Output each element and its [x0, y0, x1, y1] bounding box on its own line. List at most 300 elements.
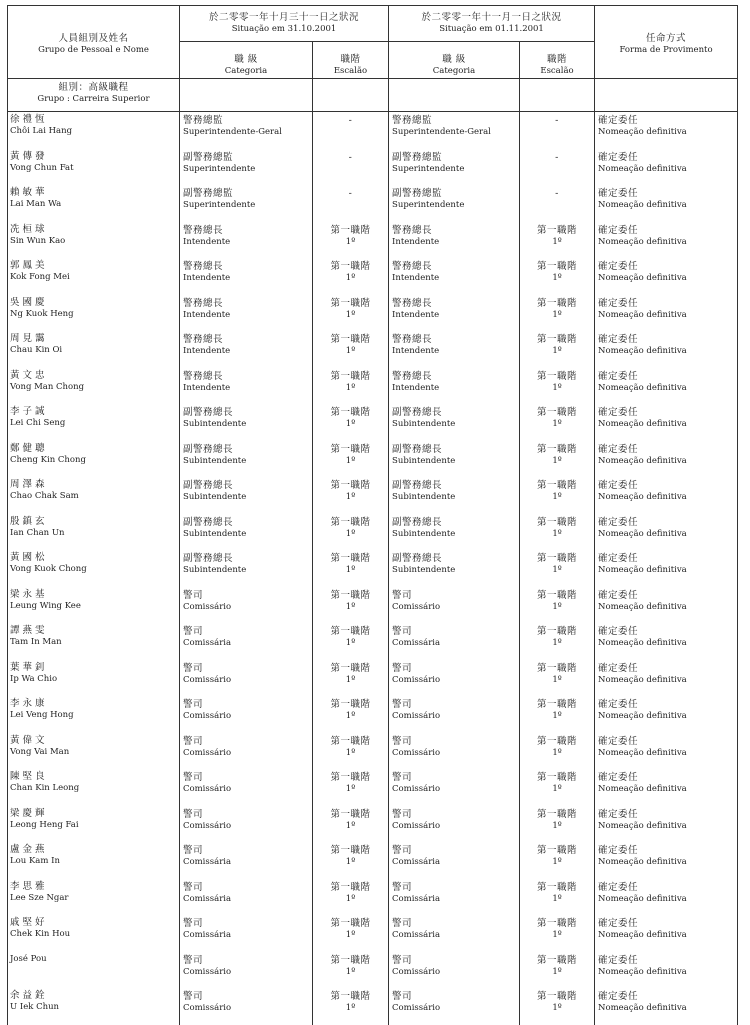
form-cell [595, 769, 738, 806]
escalao-new-cell [520, 660, 595, 697]
escalao-old-pt: 1º [345, 930, 356, 940]
escalao-new-cell [520, 696, 595, 733]
category-old-zh: 副警務總監 [183, 188, 234, 199]
form-pt: Nomeação definitiva [598, 455, 687, 466]
category-new-zh: 警司 [392, 626, 413, 637]
form-zh: 確定委任 [598, 516, 639, 528]
category-new-cell [389, 331, 520, 368]
escalao-old-cell [313, 441, 389, 478]
escalao-new-cell [520, 623, 595, 660]
escalao-new-pt: 1º [552, 273, 562, 283]
category-old-zh: 警務總監 [183, 115, 224, 126]
escalao-new-zh: 第一職階 [537, 334, 578, 345]
category-new-zh: 副警務總監 [392, 151, 443, 163]
table-row [8, 842, 738, 879]
name-zh: 冼桓球 [10, 223, 48, 235]
name-cell [8, 404, 180, 441]
category-new-cell [389, 915, 520, 952]
escalao-old-zh: 第一職階 [330, 808, 371, 820]
category-new-cell [389, 988, 520, 1025]
category-old-zh: 副警務總長 [183, 480, 234, 491]
table-row [8, 915, 738, 952]
category-new-zh: 警司 [392, 699, 413, 710]
name-zh: 梁永基 [10, 588, 48, 600]
name-pt: Vong Vai Man [10, 746, 70, 757]
escalao-new-cell [520, 295, 595, 332]
header-category-zh: 職 級 [442, 54, 466, 65]
category-new-zh: 副警務總長 [392, 516, 443, 528]
form-pt: Nomeação definitiva [598, 638, 687, 648]
table-row [8, 879, 738, 916]
category-old-pt: Subintendente [183, 419, 247, 429]
form-pt: Nomeação definitiva [598, 273, 687, 283]
escalao-old-cell [313, 258, 389, 295]
escalao-new-zh: 第一職階 [537, 699, 578, 710]
name-cell [8, 550, 180, 587]
category-new-pt: Superintendente-Geral [392, 127, 491, 137]
category-old-cell [180, 696, 313, 733]
name-zh: 戚堅好 [10, 917, 48, 928]
category-new-pt: Comissário [392, 747, 441, 758]
escalao-new-zh: 第一職階 [537, 991, 578, 1002]
escalao-new-cell [520, 185, 595, 222]
name-pt: Lei Veng Hong [10, 710, 74, 720]
form-zh: 確定委任 [598, 954, 639, 966]
category-old-cell [180, 879, 313, 916]
category-new-pt: Intendente [392, 382, 440, 393]
form-zh: 確定委任 [598, 662, 639, 674]
escalao-new-zh: 第一職階 [537, 735, 578, 747]
form-zh: 確定委任 [598, 735, 639, 747]
escalao-new-pt: 1º [552, 492, 562, 502]
form-pt: Nomeação definitiva [598, 930, 687, 940]
form-pt: Nomeação definitiva [598, 236, 687, 247]
header-escalao-pt: Escalão [540, 66, 574, 76]
escalao-old-zh: 第一職階 [330, 699, 371, 710]
category-old-pt: Comissário [183, 1003, 232, 1013]
escalao-old-cell [313, 879, 389, 916]
category-new-cell [389, 258, 520, 295]
escalao-old-zh: 第一職階 [330, 589, 371, 601]
escalao-new-zh: 第一職階 [537, 516, 578, 528]
category-old-cell [180, 842, 313, 879]
escalao-new-cell [520, 952, 595, 989]
category-old-pt: Comissário [183, 747, 232, 758]
category-old-cell [180, 258, 313, 295]
table-row [8, 295, 738, 332]
form-cell [595, 587, 738, 624]
name-pt: Lai Man Wa [10, 199, 62, 209]
escalao-old-zh: 第一職階 [330, 370, 371, 382]
category-new-cell [389, 842, 520, 879]
escalao-old-cell [313, 915, 389, 952]
group-label-zh: 組別：高級職程 [58, 82, 129, 93]
name-pt: Cheng Kin Chong [10, 454, 86, 465]
name-pt: Vong Man Chong [10, 381, 85, 392]
category-new-pt: Subintendente [392, 565, 456, 575]
table-row [8, 258, 738, 295]
name-zh: 李思雅 [10, 880, 48, 892]
escalao-new-pt: 1º [552, 930, 562, 940]
header-category-new [389, 42, 520, 79]
escalao-old-zh: 第一職階 [330, 224, 371, 236]
category-new-cell [389, 112, 520, 149]
escalao-old-zh: - [348, 115, 353, 126]
name-cell [8, 441, 180, 478]
escalao-old-zh: - [348, 151, 353, 163]
category-old-cell [180, 806, 313, 843]
escalao-old-zh: 第一職階 [330, 918, 371, 929]
name-zh: 譚燕雯 [10, 625, 48, 636]
category-new-pt: Subintendente [392, 492, 456, 502]
category-old-pt: Comissário [183, 674, 232, 685]
category-old-zh: 副警務總長 [183, 407, 234, 418]
category-new-cell [389, 550, 520, 587]
form-cell [595, 879, 738, 916]
form-pt: Nomeação definitiva [598, 1003, 687, 1013]
category-old-zh: 警司 [183, 589, 204, 601]
name-cell [8, 368, 180, 405]
escalao-old-pt: 1º [345, 784, 356, 794]
category-old-cell [180, 769, 313, 806]
escalao-old-cell [313, 477, 389, 514]
escalao-new-cell [520, 258, 595, 295]
escalao-old-cell [313, 149, 389, 186]
category-new-pt: Subintendente [392, 455, 456, 466]
name-cell [8, 915, 180, 952]
form-cell [595, 477, 738, 514]
escalao-new-cell [520, 368, 595, 405]
escalao-old-cell [313, 769, 389, 806]
category-new-zh: 副警務總長 [392, 553, 443, 564]
table-row [8, 660, 738, 697]
escalao-new-zh: 第一職階 [537, 261, 578, 272]
category-old-zh: 警司 [183, 881, 204, 893]
category-new-zh: 警司 [392, 991, 413, 1002]
personnel-table [7, 5, 738, 1025]
name-cell [8, 514, 180, 551]
category-old-zh: 副警務總長 [183, 553, 234, 564]
name-cell [8, 842, 180, 879]
category-new-cell [389, 295, 520, 332]
category-new-cell [389, 733, 520, 770]
name-zh: 梁慶輝 [10, 807, 48, 819]
category-old-zh: 警司 [183, 699, 204, 710]
name-cell [8, 696, 180, 733]
category-old-zh: 警務總長 [183, 297, 224, 309]
escalao-old-pt: 1º [345, 346, 356, 356]
header-category-zh: 職 級 [234, 54, 258, 65]
category-new-pt: Intendente [392, 236, 440, 247]
form-zh: 確定委任 [598, 370, 639, 382]
table-row [8, 769, 738, 806]
name-zh: 殷鎮玄 [10, 515, 48, 527]
name-zh: 徐禮恆 [10, 114, 48, 125]
category-new-zh: 警司 [392, 662, 413, 674]
header-situation-old-pt: Situação em 31.10.2001 [231, 24, 337, 34]
category-old-cell [180, 915, 313, 952]
header-form-col [595, 6, 738, 79]
form-pt: Nomeação definitiva [598, 857, 687, 867]
form-zh: 確定委任 [598, 553, 639, 564]
name-pt: Lou Kam In [10, 856, 60, 866]
category-old-cell [180, 550, 313, 587]
name-cell [8, 149, 180, 186]
escalao-new-cell [520, 441, 595, 478]
category-old-zh: 警司 [183, 991, 204, 1002]
escalao-old-zh: 第一職階 [330, 991, 371, 1002]
name-cell [8, 331, 180, 368]
escalao-new-cell [520, 842, 595, 879]
escalao-old-zh: 第一職階 [330, 662, 371, 674]
category-old-pt: Comissário [183, 820, 232, 831]
name-cell [8, 112, 180, 149]
name-pt: Sin Wun Kao [10, 235, 66, 246]
escalao-new-cell [520, 404, 595, 441]
form-zh: 確定委任 [598, 808, 639, 820]
escalao-new-pt: 1º [552, 236, 562, 247]
escalao-new-pt: 1º [552, 857, 562, 867]
form-cell [595, 550, 738, 587]
escalao-new-cell [520, 331, 595, 368]
form-cell [595, 952, 738, 989]
category-old-pt: Comissária [183, 857, 232, 867]
form-pt: Nomeação definitiva [598, 346, 687, 356]
form-cell [595, 331, 738, 368]
name-pt: Ian Chan Un [10, 527, 65, 538]
escalao-new-zh: 第一職階 [537, 589, 578, 601]
escalao-old-zh: 第一職階 [330, 443, 371, 455]
escalao-new-zh: 第一職階 [537, 224, 578, 236]
category-new-pt: Comissária [392, 930, 441, 940]
escalao-old-cell [313, 733, 389, 770]
name-cell [8, 988, 180, 1025]
escalao-old-zh: - [348, 188, 353, 199]
escalao-new-zh: 第一職階 [537, 772, 578, 783]
name-zh: 吳國慶 [10, 296, 48, 308]
category-old-zh: 警務總長 [183, 334, 224, 345]
table-row [8, 806, 738, 843]
category-new-pt: Comissário [392, 674, 441, 685]
escalao-old-cell [313, 952, 389, 989]
category-old-cell [180, 733, 313, 770]
escalao-old-cell [313, 368, 389, 405]
form-cell [595, 806, 738, 843]
escalao-old-zh: 第一職階 [330, 553, 371, 564]
form-pt: Nomeação definitiva [598, 528, 687, 539]
escalao-new-zh: 第一職階 [537, 480, 578, 491]
category-new-zh: 副警務總長 [392, 443, 443, 455]
escalao-new-pt: 1º [552, 784, 562, 794]
escalao-old-cell [313, 295, 389, 332]
category-old-cell [180, 441, 313, 478]
header-escalao-zh: 職階 [340, 54, 361, 65]
header-name-zh: 人員組別及姓名 [58, 33, 129, 44]
category-new-zh: 警務總長 [392, 334, 433, 345]
name-zh: 黃傳發 [10, 150, 48, 162]
form-zh: 確定委任 [598, 188, 639, 199]
form-pt: Nomeação definitiva [598, 163, 687, 174]
name-cell [8, 623, 180, 660]
table-row [8, 733, 738, 770]
escalao-old-zh: 第一職階 [330, 735, 371, 747]
form-zh: 確定委任 [598, 334, 639, 345]
header-form-zh: 任命方式 [646, 33, 687, 44]
form-pt: Nomeação definitiva [598, 565, 687, 575]
escalao-new-cell [520, 222, 595, 259]
escalao-old-zh: 第一職階 [330, 954, 371, 966]
name-zh: 余益銓 [10, 990, 48, 1001]
name-pt: Chau Kin Oi [10, 345, 63, 355]
form-zh: 確定委任 [598, 261, 639, 272]
escalao-new-zh: 第一職階 [537, 918, 578, 929]
escalao-old-cell [313, 514, 389, 551]
category-new-pt: Comissário [392, 966, 441, 977]
escalao-old-cell [313, 696, 389, 733]
category-old-zh: 警務總長 [183, 261, 224, 272]
escalao-old-pt: 1º [345, 638, 356, 648]
form-pt: Nomeação definitiva [598, 820, 687, 831]
escalao-new-zh: 第一職階 [537, 443, 578, 455]
name-zh: 郭鳳美 [10, 260, 48, 271]
category-old-zh: 警司 [183, 735, 204, 747]
escalao-old-cell [313, 112, 389, 149]
escalao-new-pt: 1º [552, 565, 562, 575]
header-situation-old [180, 6, 389, 42]
form-pt: Nomeação definitiva [598, 674, 687, 685]
category-old-cell [180, 988, 313, 1025]
name-pt: Chan Kin Leong [10, 783, 80, 793]
category-new-zh: 警司 [392, 918, 413, 929]
escalao-new-pt: 1º [552, 346, 562, 356]
category-old-zh: 警務總長 [183, 370, 224, 382]
category-new-pt: Comissário [392, 784, 441, 794]
escalao-new-pt: 1º [552, 528, 562, 539]
escalao-new-cell [520, 988, 595, 1025]
category-new-cell [389, 623, 520, 660]
name-pt: Tam In Man [10, 637, 62, 647]
escalao-old-pt: 1º [345, 419, 356, 429]
escalao-old-pt: 1º [345, 893, 356, 904]
form-zh: 確定委任 [598, 699, 639, 710]
category-new-pt: Subintendente [392, 528, 456, 539]
header-situation-new-zh: 於二零零一年十一月一日之狀況 [421, 12, 562, 23]
category-old-pt: Comissária [183, 638, 232, 648]
category-old-cell [180, 660, 313, 697]
name-pt: Vong Chun Fat [10, 162, 74, 173]
form-pt: Nomeação definitiva [598, 784, 687, 794]
escalao-old-zh: 第一職階 [330, 261, 371, 272]
form-zh: 確定委任 [598, 626, 639, 637]
escalao-old-pt: 1º [345, 711, 356, 721]
form-zh: 確定委任 [598, 480, 639, 491]
form-pt: Nomeação definitiva [598, 309, 687, 320]
category-old-zh: 警司 [183, 845, 204, 856]
category-old-pt: Intendente [183, 273, 231, 283]
escalao-new-cell [520, 769, 595, 806]
category-new-cell [389, 514, 520, 551]
category-new-pt: Intendente [392, 346, 440, 356]
category-old-pt: Comissário [183, 601, 232, 612]
escalao-new-cell [520, 149, 595, 186]
escalao-old-pt: 1º [345, 1003, 356, 1013]
table-row [8, 404, 738, 441]
name-pt: Vong Kuok Chong [10, 564, 87, 574]
escalao-old-pt: 1º [345, 674, 356, 685]
form-cell [595, 295, 738, 332]
category-old-pt: Subintendente [183, 455, 247, 466]
category-new-zh: 警司 [392, 735, 413, 747]
form-pt: Nomeação definitiva [598, 711, 687, 721]
category-old-cell [180, 404, 313, 441]
category-new-zh: 警司 [392, 954, 413, 966]
name-zh: 陳堅良 [10, 771, 48, 782]
table-row [8, 952, 738, 989]
name-cell [8, 185, 180, 222]
form-zh: 確定委任 [598, 918, 639, 929]
escalao-old-zh: 第一職階 [330, 297, 371, 309]
escalao-new-cell [520, 477, 595, 514]
category-old-cell [180, 587, 313, 624]
escalao-new-zh: 第一職階 [537, 370, 578, 382]
category-old-pt: Superintendente [183, 163, 256, 174]
category-new-pt: Intendente [392, 309, 440, 320]
name-cell [8, 587, 180, 624]
escalao-new-zh: - [555, 151, 559, 163]
escalao-new-zh: 第一職階 [537, 881, 578, 893]
name-cell [8, 295, 180, 332]
name-zh: 黃偉文 [10, 734, 48, 746]
escalao-old-cell [313, 806, 389, 843]
escalao-new-pt: 1º [552, 966, 562, 977]
category-new-zh: 警司 [392, 881, 413, 893]
escalao-old-pt: 1º [345, 455, 356, 466]
table-row [8, 623, 738, 660]
form-zh: 確定委任 [598, 991, 639, 1002]
category-new-zh: 副警務總長 [392, 407, 443, 418]
escalao-new-zh: 第一職階 [537, 954, 578, 966]
form-cell [595, 514, 738, 551]
category-new-zh: 警司 [392, 808, 413, 820]
escalao-new-zh: 第一職階 [537, 553, 578, 564]
name-zh: 黃文忠 [10, 369, 48, 381]
category-old-cell [180, 295, 313, 332]
form-pt: Nomeação definitiva [598, 966, 687, 977]
category-new-zh: 警務總長 [392, 297, 433, 309]
escalao-old-pt: 1º [345, 601, 356, 612]
category-new-pt: Comissário [392, 711, 441, 721]
category-old-pt: Subintendente [183, 492, 247, 502]
category-old-zh: 警司 [183, 772, 204, 783]
category-new-cell [389, 149, 520, 186]
name-cell [8, 258, 180, 295]
category-new-zh: 警司 [392, 772, 413, 783]
category-old-pt: Intendente [183, 236, 231, 247]
escalao-old-zh: 第一職階 [330, 845, 371, 856]
category-new-zh: 警司 [392, 845, 413, 856]
category-new-cell [389, 806, 520, 843]
escalao-old-pt: 1º [345, 492, 356, 502]
form-cell [595, 222, 738, 259]
form-zh: 確定委任 [598, 881, 639, 893]
category-new-pt: Intendente [392, 273, 440, 283]
table-row [8, 368, 738, 405]
form-zh: 確定委任 [598, 297, 639, 309]
name-zh: 鄭健聰 [10, 442, 48, 454]
category-new-pt: Superintendente [392, 163, 465, 174]
escalao-old-zh: 第一職階 [330, 772, 371, 783]
name-pt: Leong Heng Fai [10, 819, 79, 830]
